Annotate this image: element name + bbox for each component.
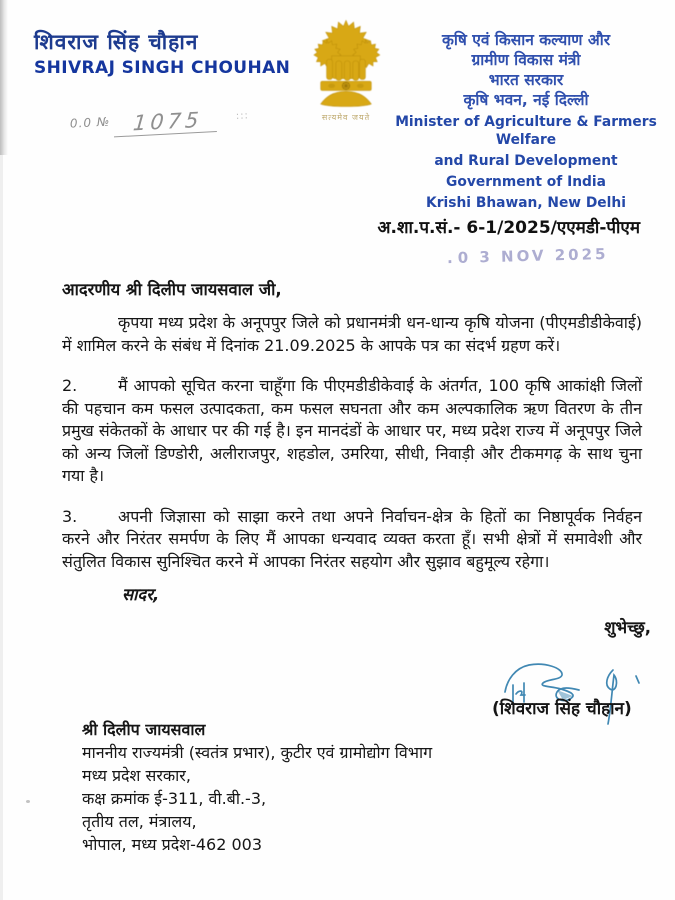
scan-speck <box>26 800 30 803</box>
complimentary-shubhechhu: शुभेच्छु, <box>604 618 651 637</box>
reference-number: अ.शा.प.सं.- 6-1/2025/एएमडी-पीएम <box>377 218 640 238</box>
do-number-value: 1075 <box>114 107 220 138</box>
closing-sadar: सादर, <box>122 585 160 604</box>
signatory-name: (शिवराज सिंह चौहान) <box>492 699 632 719</box>
office-line-hi: कृषि भवन, नई दिल्ली <box>463 91 589 109</box>
office-line-en: Minister of Agriculture & Farmers Welfare <box>395 114 657 148</box>
paragraph-2-text: मैं आपको सूचित करना चाहूँगा कि पीएमडीडीकेवाई के अंतर्गत, 100 कृषि आकांक्षी जिलों की पहचान कम फसल उत्पादकता, कम फसल सघनता और कम अल्पकालिक ऋण वितरण के तीन प्रमुख संकेतकों के आधार पर की गई है। इन मानदंडों के आधार पर, मध्य प्रदेश राज्य में अनूपपुर जिले को अन्य जिलों डिण्डोरी, अलीराजपुर, शहडोल, उमरिया, सीधी, निवाड़ी और टीकमगढ़ के साथ चुना गया है। <box>62 376 642 485</box>
sender-name-english: SHIVRAJ SINGH CHOUHAN <box>34 58 291 78</box>
office-line-hi: भारत सरकार <box>488 71 564 89</box>
do-number-label: 0.0 № <box>69 114 111 131</box>
handwritten-do-number <box>69 105 249 139</box>
paragraph-1: कृपया मध्य प्रदेश के अनूपपुर जिले को प्रधानमंत्री धन-धान्य कृषि योजना (पीएमडीडीकेवाई) में शामिल करने के संबंध में दिनांक 21.09.2025 के आपके पत्र का संदर्भ ग्रहण करें। <box>62 313 642 355</box>
paragraph-3-text: अपनी जिज्ञासा को साझा करने तथा अपने निर्वाचन-क्षेत्र के हितों का निष्ठापूर्वक निर्वहन करने और निरंतर समर्पण के लिए मैं आपका धन्यवाद व्यक्त करता हूँ। सभी क्षेत्रों में समावेशी और संतुलित विकास सुनिश्चित करने में आपका निरंतर सहयोग और सुझाव बहुमूल्य रहेगा। <box>62 506 642 571</box>
office-line-hi: ग्रामीण विकास मंत्री <box>471 51 581 69</box>
office-line-en: Krishi Bhawan, New Delhi <box>426 195 626 211</box>
recipient-line: मध्य प्रदेश सरकार, <box>82 766 191 785</box>
office-line-hi: कृषि एवं किसान कल्याण और <box>441 31 611 49</box>
ink-smudge: ::: <box>235 110 250 122</box>
received-date-stamp: . 0 3 NOV 2025 <box>447 245 609 267</box>
scan-edge <box>0 0 8 155</box>
paragraph-2-number: 2. <box>62 376 78 395</box>
paragraph-2 <box>62 375 642 488</box>
office-block <box>392 30 660 212</box>
office-line-en: Government of India <box>446 174 606 190</box>
letter-body <box>62 312 642 591</box>
recipient-line: माननीय राज्यमंत्री (स्वतंत्र प्रभार), कुटीर एवं ग्रामोद्योग विभाग <box>82 743 433 762</box>
recipient-line: भोपाल, मध्य प्रदेश-462 003 <box>82 835 263 854</box>
paragraph-3-number: 3. <box>62 506 78 526</box>
recipient-address <box>82 718 432 856</box>
sender-name-hindi: शिवराज सिंह चौहान <box>34 30 199 54</box>
satyameva-jayate-caption: सत्यमेव जयते <box>321 113 371 122</box>
recipient-line: कक्ष क्रमांक ई-311, वी.बी.-3, <box>82 789 267 808</box>
recipient-line: तृतीय तल, मंत्रालय, <box>82 812 197 831</box>
salutation: आदरणीय श्री दिलीप जायसवाल जी, <box>62 280 282 299</box>
paragraph-3 <box>62 506 642 574</box>
office-line-en: and Rural Development <box>434 153 618 169</box>
recipient-name: श्री दिलीप जायसवाल <box>82 720 206 739</box>
ashoka-emblem-icon <box>308 16 384 116</box>
